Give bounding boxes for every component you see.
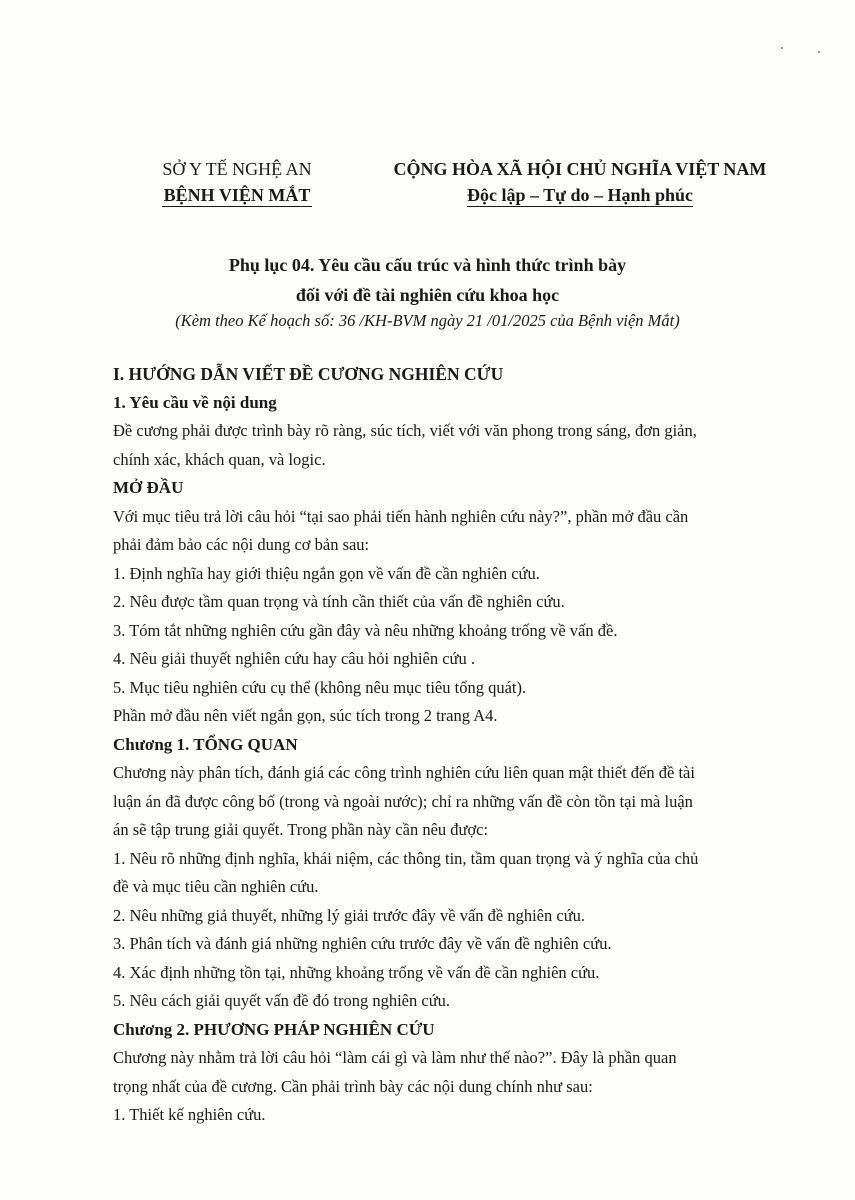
document-header <box>0 156 855 216</box>
nation-name: CỘNG HÒA XÃ HỘI CHỦ NGHĨA VIỆT NAM <box>393 159 767 179</box>
title-line-2: đối với đề tài nghiên cứu khoa học <box>295 285 560 305</box>
list-item: 1. Nêu rõ những định nghĩa, khái niệm, các thông tin, tầm quan trọng và ý nghĩa của chủ <box>113 848 699 868</box>
list-item: 1. Định nghĩa hay giới thiệu ngắn gọn về vấn đề cần nghiên cứu. <box>113 563 540 583</box>
motto: Độc lập – Tự do – Hạnh phúc <box>466 185 694 205</box>
list-item: 4. Nêu giải thuyết nghiên cứu hay câu hỏi nghiên cứu . <box>113 649 476 668</box>
scan-speck <box>818 51 820 53</box>
paragraph-line: luận án đã được công bố (trong và ngoài nước); chỉ ra những vấn đề còn tồn tại mà luận <box>113 791 693 811</box>
list-item: 2. Nêu được tầm quan trọng và tính cần thiết của vấn đề nghiên cứu. <box>113 592 565 611</box>
list-item: 5. Mục tiêu nghiên cứu cụ thể (không nêu mục tiêu tổng quát). <box>113 677 527 697</box>
paragraph-line: trọng nhất của đề cương. Cần phải trình bày các nội dung chính như sau: <box>113 1076 593 1096</box>
section-heading: I. HƯỚNG DẪN VIẾT ĐỀ CƯƠNG NGHIÊN CỨU <box>113 364 504 384</box>
list-item: 2. Nêu những giả thuyết, những lý giải trước đây về vấn đề nghiên cứu. <box>113 905 586 925</box>
chapter-heading: Chương 2. PHƯƠNG PHÁP NGHIÊN CỨU <box>113 1019 435 1039</box>
paragraph-line: Phần mở đầu nên viết ngắn gọn, súc tích trong 2 trang A4. <box>113 706 498 725</box>
list-item: 3. Phân tích và đánh giá những nghiên cứu trước đây về vấn đề nghiên cứu. <box>113 934 612 953</box>
paragraph-line: Với mục tiêu trả lời câu hỏi “tại sao phải tiến hành nghiên cứu này?”, phần mở đầu cần <box>113 506 689 526</box>
list-item: 4. Xác định những tồn tại, những khoảng trống về vấn đề cần nghiên cứu. <box>113 962 600 982</box>
paragraph-line: Chương này nhằm trả lời câu hỏi “làm cái gì và làm như thế nào?”. Đây là phần quan <box>113 1048 677 1067</box>
subsection-heading: MỞ ĐẦU <box>113 478 184 497</box>
paragraph-line: án sẽ tập trung giải quyết. Trong phần này cần nêu được: <box>113 820 489 839</box>
scan-speck <box>781 47 783 49</box>
organization-block <box>137 156 337 208</box>
list-item: 5. Nêu cách giải quyết vấn đề đó trong nghiên cứu. <box>113 991 451 1010</box>
document-subtitle: (Kèm theo Kế hoạch số: 36 /KH-BVM ngày 21 /01/2025 của Bệnh viện Mắt) <box>175 311 680 330</box>
subsection-heading: 1. Yêu cầu về nội dung <box>113 392 277 412</box>
national-motto-block <box>380 156 780 208</box>
title-line-1: Phụ lục 04. Yêu cầu cấu trúc và hình thức trình bày <box>228 255 627 275</box>
paragraph-line: phải đảm bảo các nội dung cơ bản sau: <box>113 535 370 554</box>
list-item: 3. Tóm tắt những nghiên cứu gần đây và nêu những khoảng trống về vấn đề. <box>113 620 618 640</box>
document-title <box>0 250 855 310</box>
paragraph-line: Đề cương phải được trình bày rõ ràng, súc tích, viết với văn phong trong sáng, đơn giản, <box>113 421 697 440</box>
document-body <box>113 360 773 1130</box>
paragraph-line: chính xác, khách quan, và logic. <box>113 449 326 469</box>
paragraph-line: Chương này phân tích, đánh giá các công trình nghiên cứu liên quan mật thiết đến đề tài <box>113 763 695 782</box>
list-item: 1. Thiết kế nghiên cứu. <box>113 1105 266 1124</box>
list-item-continuation: đề và mục tiêu cần nghiên cứu. <box>113 877 319 896</box>
org-parent: SỞ Y TẾ NGHỆ AN <box>162 159 312 179</box>
org-name: BỆNH VIỆN MẮT <box>163 185 311 205</box>
chapter-heading: Chương 1. TỔNG QUAN <box>113 734 298 754</box>
